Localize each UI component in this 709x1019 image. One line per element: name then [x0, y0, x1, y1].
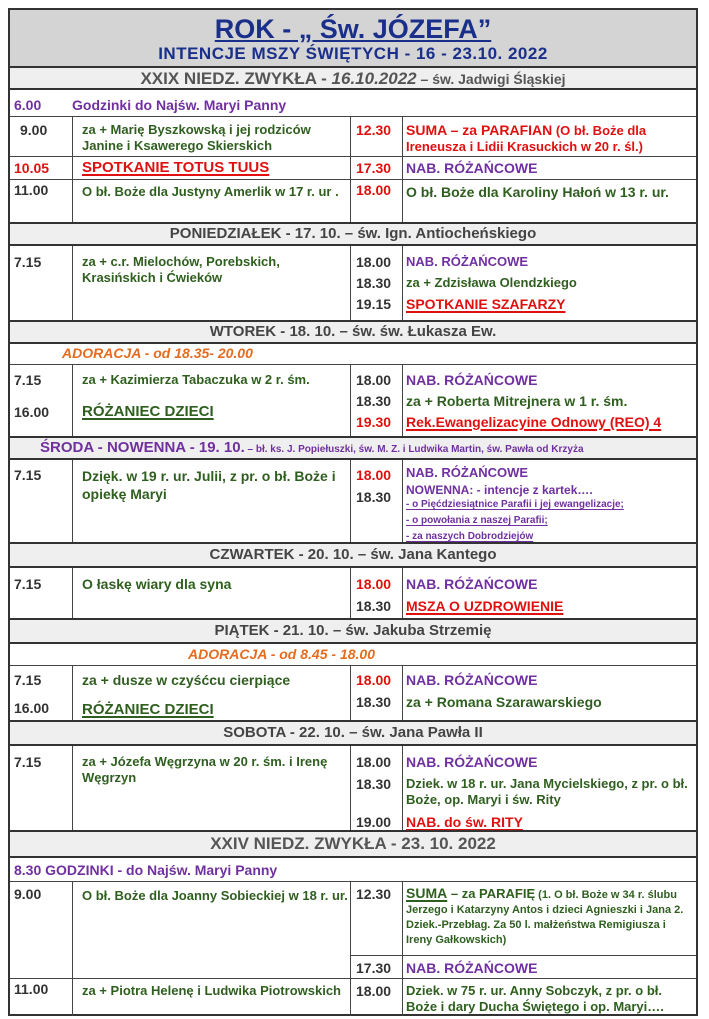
mass-time: 18.00: [356, 983, 392, 999]
mass-time: 19.00: [356, 814, 392, 830]
divider: [402, 246, 403, 322]
day-bar-tuesday: WTOREK - 18. 10. – św. św. Łukasza Ew.: [10, 320, 696, 344]
divider: [72, 116, 73, 224]
mass-time: 7.15: [14, 576, 42, 592]
mass-time: 18.30: [356, 598, 392, 614]
mass-time: 19.15: [356, 296, 392, 312]
divider: [72, 665, 73, 722]
day-bar-saint: – bł. ks. J. Popiełuszki, św. M. Z. i Ludwika Martin, św. Pawła od Krzyża: [244, 444, 584, 455]
pre-time: 6.00: [14, 97, 42, 113]
event-label: NAB. do św. RITY: [406, 814, 523, 830]
mass-intention: za + Piotra Helenę i Ludwika Piotrowskich: [82, 983, 341, 998]
children-rosary-label: RÓŻANIEC DZIECI: [82, 403, 214, 420]
rosary-label: NAB. RÓŻAŃCOWE: [406, 672, 538, 688]
suma-label: SUMA – za PARAFIAN: [406, 122, 553, 138]
mass-time: 7.15: [14, 254, 42, 270]
mass-time: 19.30: [356, 414, 392, 430]
event-label: MSZA O UZDROWIENIE: [406, 598, 564, 614]
day-bar-text: XXIX NIEDZ. ZWYKŁA -: [140, 69, 332, 88]
novena-intention: - za naszych Dobrodziejów: [406, 531, 534, 542]
mass-time: 18.30: [356, 393, 392, 409]
event-label: SPOTKANIE SZAFARZY: [406, 296, 566, 312]
suma-for: – za PARAFIĘ: [447, 886, 536, 901]
divider: [350, 116, 351, 224]
divider: [402, 460, 403, 544]
day-bar-saturday: SOBOTA - 22. 10. – św. Jana Pawła II: [10, 720, 696, 746]
divider: [10, 156, 696, 157]
mass-time: 18.00: [356, 254, 392, 270]
children-rosary-label: RÓŻANIEC DZIECI: [82, 701, 214, 718]
suma-label: SUMA: [406, 885, 448, 901]
mass-time: 7.15: [14, 467, 42, 483]
schedule-page: [8, 8, 698, 1016]
divider: [72, 881, 73, 1016]
mass-time: 7.15: [14, 372, 42, 388]
event-label: SPOTKANIE TOTUS TUUS: [82, 159, 270, 176]
mass-time: 12.30: [356, 886, 392, 902]
divider: [72, 460, 73, 544]
mass-time: 11.00: [14, 182, 49, 198]
novena-intention: - o Pięćdziesiątnice Parafii i jej ewangelizacje;: [406, 499, 624, 510]
mass-time: 9.00: [20, 122, 48, 138]
day-bar-text: ŚRODA - NOWENNA - 19. 10.: [40, 439, 245, 456]
mass-intention: za + dusze w czyśćcu cierpiące: [82, 672, 291, 688]
mass-time: 10.05: [14, 160, 50, 176]
divider: [402, 881, 403, 1016]
divider: [72, 568, 73, 620]
divider: [350, 746, 351, 832]
mass-intention: O łaskę wiary dla syna: [82, 576, 232, 592]
mass-time: 18.30: [356, 489, 392, 505]
mass-time: 12.30: [356, 122, 392, 138]
page-title: ROK - „ Św. JÓZEFA”: [214, 14, 492, 44]
event-label: Rek.Ewangelizacyine Odnowy (REO) 4: [406, 414, 662, 430]
day-bar-saint: – św. Jadwigi Śląskiej: [416, 71, 566, 87]
divider: [10, 364, 696, 365]
mass-time: 16.00: [14, 700, 50, 716]
divider: [350, 881, 351, 1016]
mass-intention: O bł. Boże dla Justyny Amerlik w 17 r. ur .: [82, 184, 339, 199]
rosary-label: NAB. RÓŻAŃCOWE: [406, 754, 538, 770]
divider: [350, 665, 351, 722]
rosary-label: NAB. RÓŻAŃCOWE: [406, 576, 538, 592]
day-bar-wednesday: [10, 436, 696, 460]
mass-time: 18.30: [356, 275, 392, 291]
divider: [72, 364, 73, 438]
mass-intention: za + Romana Szarawarskiego: [406, 694, 602, 710]
day-bar-sunday-1: [10, 66, 696, 90]
divider: [10, 881, 696, 882]
day-bar-monday: PONIEDZIAŁEK - 17. 10. – św. Ign. Antiocheńskiego: [10, 222, 696, 246]
suma-detail: (O bł. Boże dla Ireneusza i Lidii Krasuckich w 20 r. śl.): [406, 123, 647, 154]
mass-intention: za + Józefa Węgrzyna w 20 r. śm. i Irenę Węgrzyn: [82, 754, 328, 785]
rosary-label: NAB. RÓŻAŃCOWE: [406, 465, 529, 480]
mass-intention: za + Zdzisława Olendzkiego: [406, 275, 577, 290]
divider: [350, 364, 351, 438]
mass-intention: za + Roberta Mitrejnera w 1 r. śm.: [406, 393, 628, 409]
divider: [72, 746, 73, 832]
mass-intention: Dziek. w 75 r. ur. Anny Sobczyk, z pr. o bł. Boże i dary Ducha Świętego i op. Maryi….: [406, 983, 664, 1014]
mass-intention: za + Kazimierza Tabaczuka w 2 r. śm.: [82, 372, 310, 387]
header: [10, 10, 696, 68]
mass-intention: [406, 886, 694, 948]
rosary-label: NAB. RÓŻAŃCOWE: [406, 372, 538, 388]
divider: [350, 246, 351, 322]
rosary-label: NAB. RÓŻAŃCOWE: [406, 254, 529, 269]
mass-time: 7.15: [14, 672, 42, 688]
suma-detail: (1. O bł. Boże w 34 r. ślubu Jerzego i Katarzyny Antos i dzieci Agnieszki i Jana 2. Dziek.-Przebłag. Za 50 l. małżeństwa Remigiusza i Ireny Gałkowskich): [406, 889, 684, 946]
mass-time: 18.00: [356, 467, 392, 483]
divider: [10, 116, 696, 117]
mass-time: 17.30: [356, 960, 392, 976]
mass-intention: za + c.r. Mielochów, Porebskich, Krasińskich i Ćwieków: [82, 254, 280, 285]
rosary-label: NAB. RÓŻAŃCOWE: [406, 960, 538, 976]
day-bar-sunday-2: XXIV NIEDZ. ZWYKŁA - 23. 10. 2022: [10, 830, 696, 858]
mass-time: 7.15: [14, 754, 42, 770]
day-bar-friday: PIĄTEK - 21. 10. – św. Jakuba Strzemię: [10, 618, 696, 644]
novena-label: NOWENNA: - intencje z kartek….: [406, 483, 593, 497]
mass-intention: Dzięk. w 19 r. ur. Julii, z pr. o bł. Boże i opiekę Maryi: [82, 468, 336, 502]
page-subtitle: INTENCJE MSZY ŚWIĘTYCH - 16 - 23.10. 2022: [158, 44, 548, 63]
pre-text: 8.30 GODZINKI - do Najśw. Maryi Panny: [14, 862, 278, 878]
divider: [402, 746, 403, 832]
mass-time: 18.30: [356, 694, 392, 710]
day-bar-thursday: CZWARTEK - 20. 10. – św. Jana Kantego: [10, 542, 696, 568]
mass-time: 18.00: [356, 672, 392, 688]
divider: [402, 568, 403, 620]
mass-time: 18.30: [356, 776, 392, 792]
adoration-label: ADORACJA - od 18.35- 20.00: [62, 345, 253, 361]
divider: [10, 978, 696, 979]
divider: [350, 460, 351, 544]
mass-time: 18.00: [356, 372, 392, 388]
mass-time: 9.00: [14, 886, 42, 902]
mass-intention: O bł. Boże dla Joanny Sobieckiej w 18 r. ur.: [82, 888, 348, 903]
mass-intention: za + Marię Byszkowską i jej rodziców Janine i Ksawerego Skierskich: [82, 122, 311, 153]
mass-time: 18.00: [356, 182, 392, 198]
novena-intention: - o powołania z naszej Parafii;: [406, 515, 548, 526]
adoration-label: ADORACJA - od 8.45 - 18.00: [188, 646, 375, 662]
divider: [350, 568, 351, 620]
day-bar-date: 16.10.2022: [331, 69, 417, 88]
mass-time: 18.00: [356, 754, 392, 770]
mass-intention: O bł. Boże dla Karoliny Hałoń w 13 r. ur.: [406, 184, 669, 200]
divider: [402, 364, 403, 438]
divider: [402, 665, 403, 722]
divider: [402, 116, 403, 224]
divider: [72, 246, 73, 322]
mass-intention: [406, 122, 694, 155]
mass-time: 17.30: [356, 160, 392, 176]
pre-text: Godzinki do Najśw. Maryi Panny: [72, 97, 287, 113]
mass-time: 16.00: [14, 404, 50, 420]
divider: [10, 665, 696, 666]
mass-time: 18.00: [356, 576, 392, 592]
mass-intention: Dziek. w 18 r. ur. Jana Mycielskiego, z pr. o bł. Boże, op. Maryi i św. Rity: [406, 776, 688, 807]
divider: [10, 179, 696, 180]
rosary-label: NAB. RÓŻAŃCOWE: [406, 160, 538, 176]
mass-time: 11.00: [14, 981, 49, 997]
